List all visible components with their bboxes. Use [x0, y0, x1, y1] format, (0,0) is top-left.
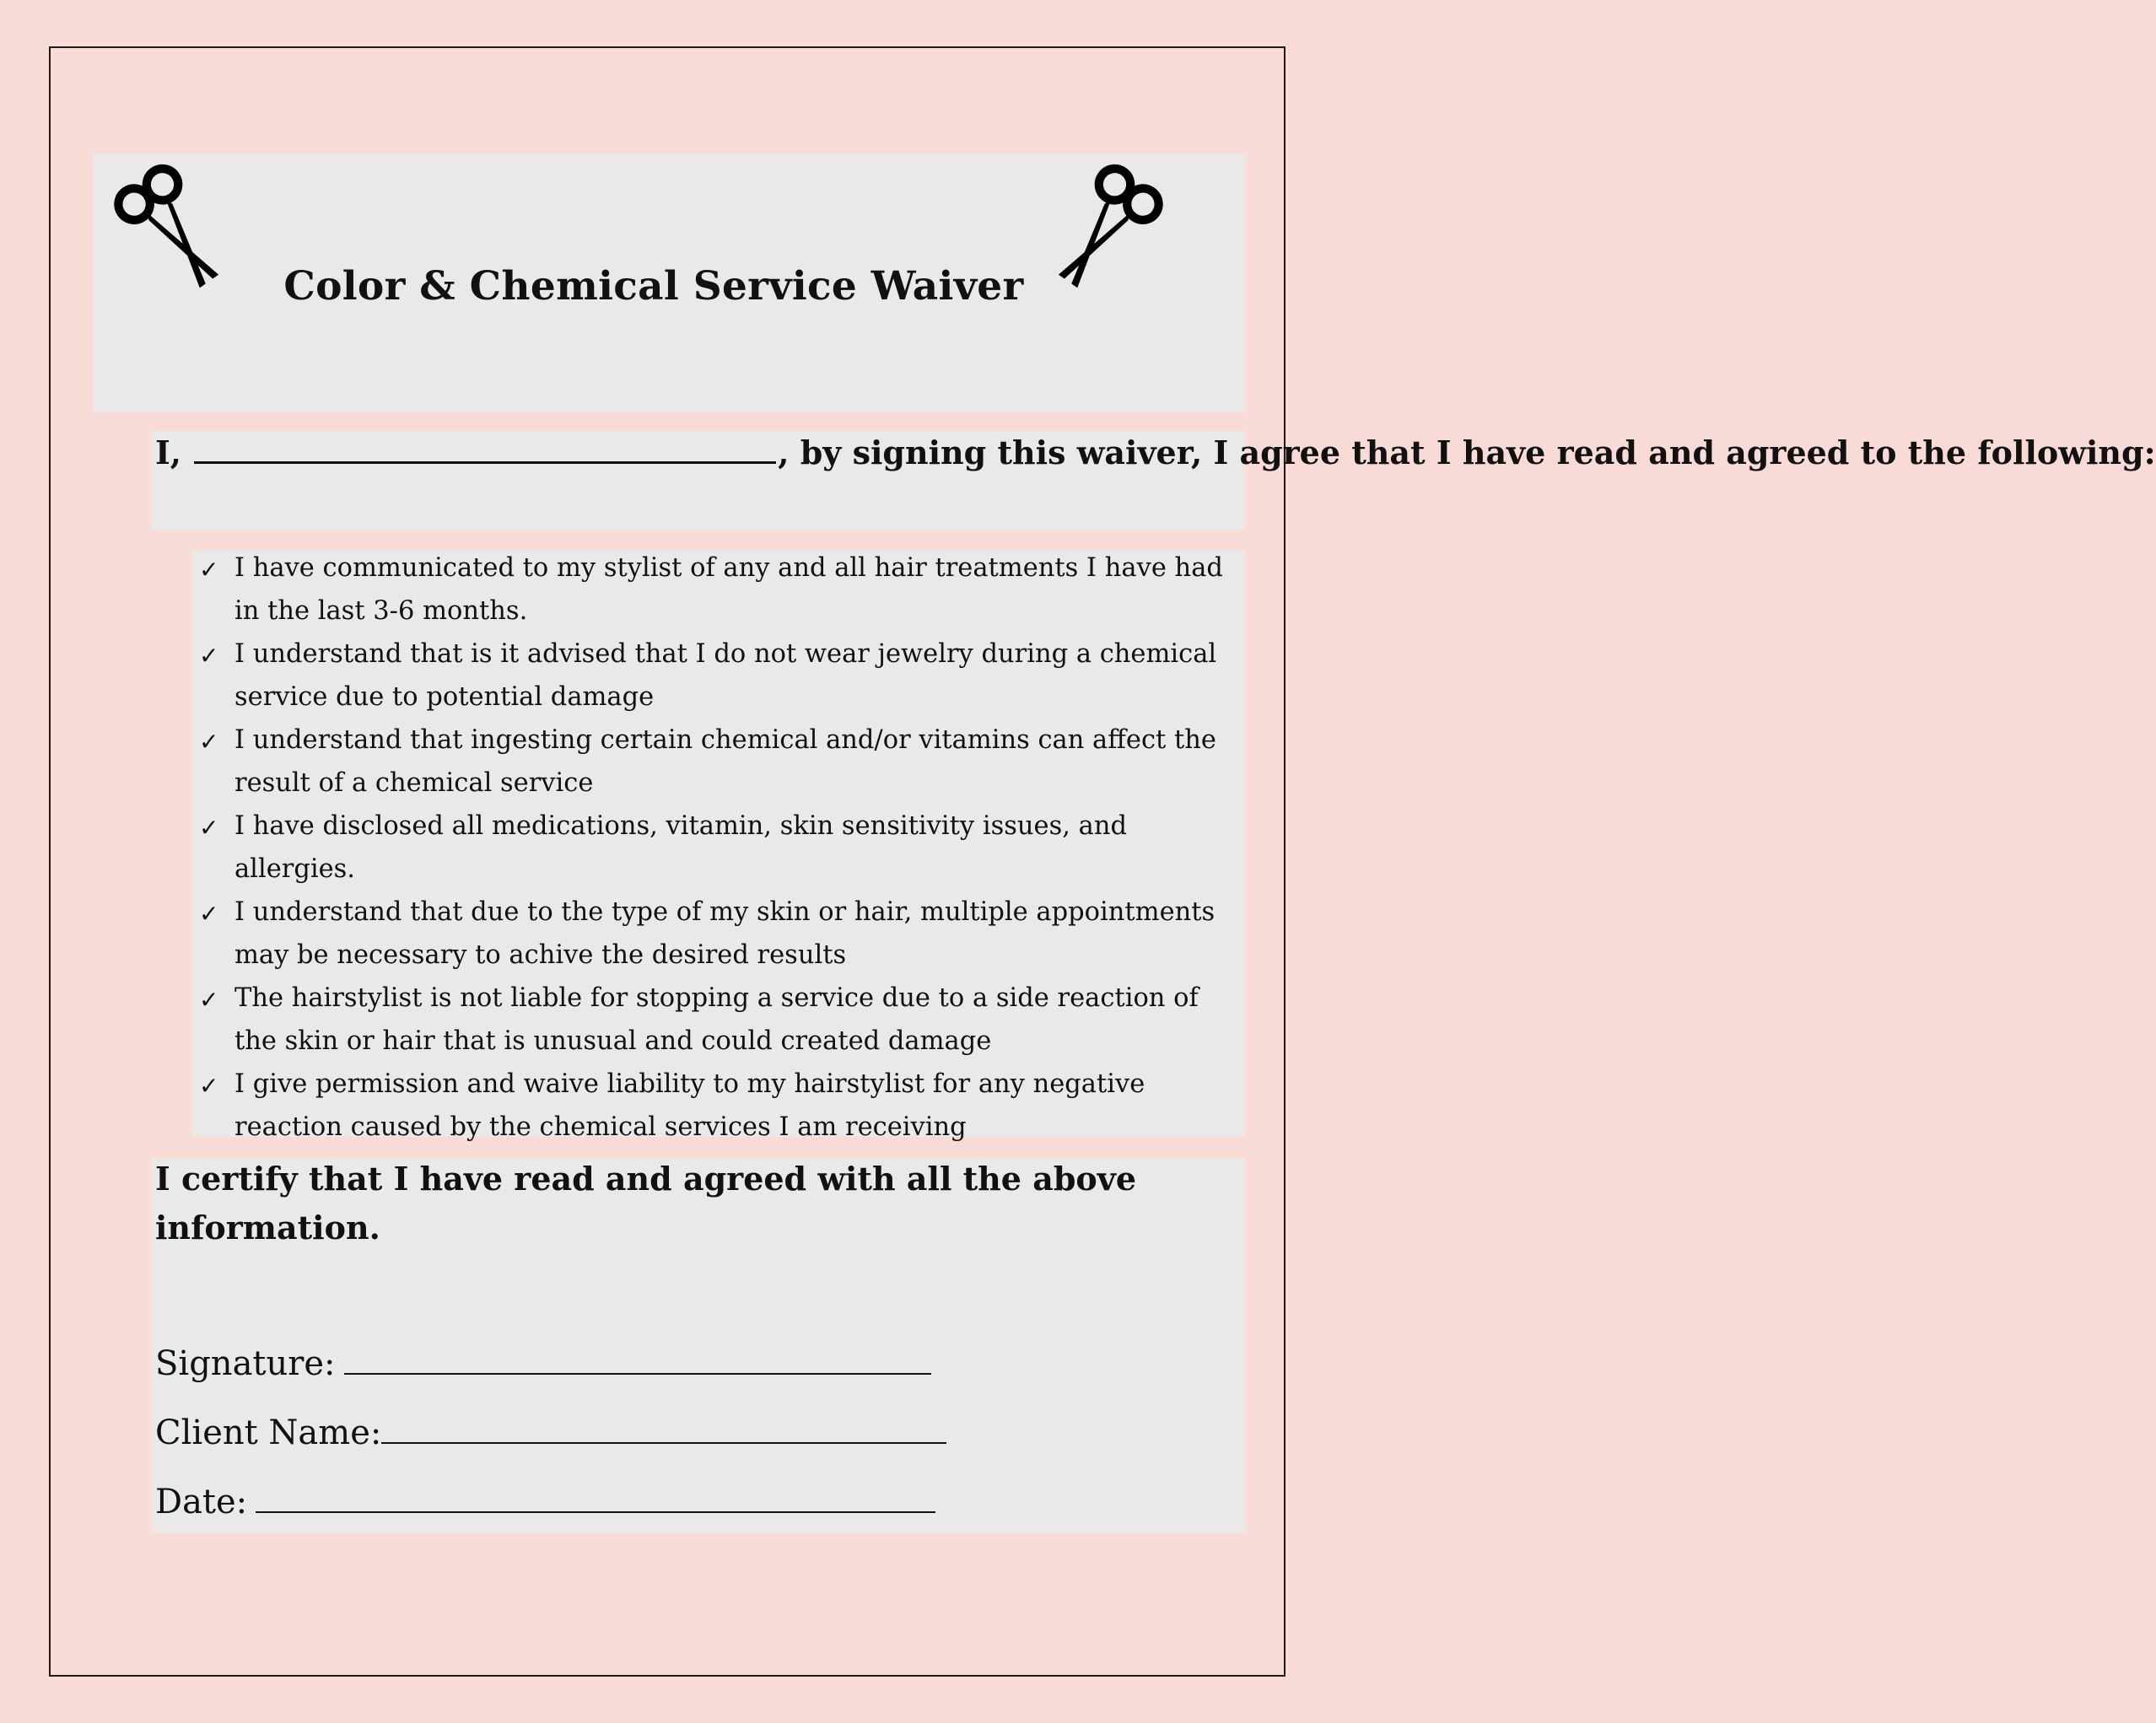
checkmark-icon: ✓	[199, 986, 219, 1014]
checklist-item	[196, 547, 1242, 633]
checkmark-icon: ✓	[199, 728, 219, 756]
signature-label: Signature:	[155, 1344, 336, 1383]
checklist-item	[196, 719, 1242, 805]
client-name-field	[155, 1410, 946, 1452]
certification-statement: I certify that I have read and agreed with all the above information.	[155, 1160, 1137, 1246]
intro-prefix: I,	[155, 433, 193, 471]
name-blank[interactable]	[194, 433, 776, 464]
checklist-item	[196, 977, 1242, 1063]
checklist-item-text: I understand that due to the type of my skin or hair, multiple appointments may be necessary to achive the desired results	[234, 897, 1215, 970]
date-label: Date:	[155, 1483, 248, 1521]
checkmark-icon: ✓	[199, 814, 219, 842]
page-title: Color & Chemical Service Waiver	[283, 263, 1024, 310]
date-line[interactable]	[256, 1479, 935, 1513]
checklist-item-text: I have communicated to my stylist of any and all hair treatments I have had in the last 3-6 months.	[234, 553, 1223, 626]
checklist-item-text: I have disclosed all medications, vitamin, skin sensitivity issues, and allergies.	[234, 811, 1127, 884]
intro-statement	[155, 428, 2156, 477]
checkmark-icon: ✓	[199, 642, 219, 670]
agreement-checklist	[196, 547, 1242, 1149]
intro-suffix: , by signing this waiver, I agree that I have read and agreed to the following:	[778, 433, 2156, 471]
checkmark-icon: ✓	[199, 556, 219, 584]
checklist-item-text: I understand that is it advised that I do not wear jewelry during a chemical service due to potential damage	[234, 639, 1217, 712]
checklist-item-text: I give permission and waive liability to my hairstylist for any negative reaction caused by the chemical services I am receiving	[234, 1069, 1145, 1142]
client-name-label: Client Name:	[155, 1413, 382, 1452]
checklist-item	[196, 1063, 1242, 1149]
client-name-line[interactable]	[381, 1410, 946, 1444]
checklist-item	[196, 805, 1242, 891]
checklist-item-text: I understand that ingesting certain chemical and/or vitamins can affect the result of a chemical service	[234, 725, 1216, 798]
date-field	[155, 1479, 935, 1521]
checkmark-icon: ✓	[199, 900, 219, 928]
checklist-item	[196, 891, 1242, 977]
signature-line[interactable]	[344, 1341, 931, 1375]
checklist-item	[196, 633, 1242, 719]
checkmark-icon: ✓	[199, 1072, 219, 1100]
checklist-item-text: The hairstylist is not liable for stopping a service due to a side reaction of the skin or hair that is unusual and could created damage	[234, 983, 1199, 1056]
signature-field	[155, 1341, 931, 1383]
